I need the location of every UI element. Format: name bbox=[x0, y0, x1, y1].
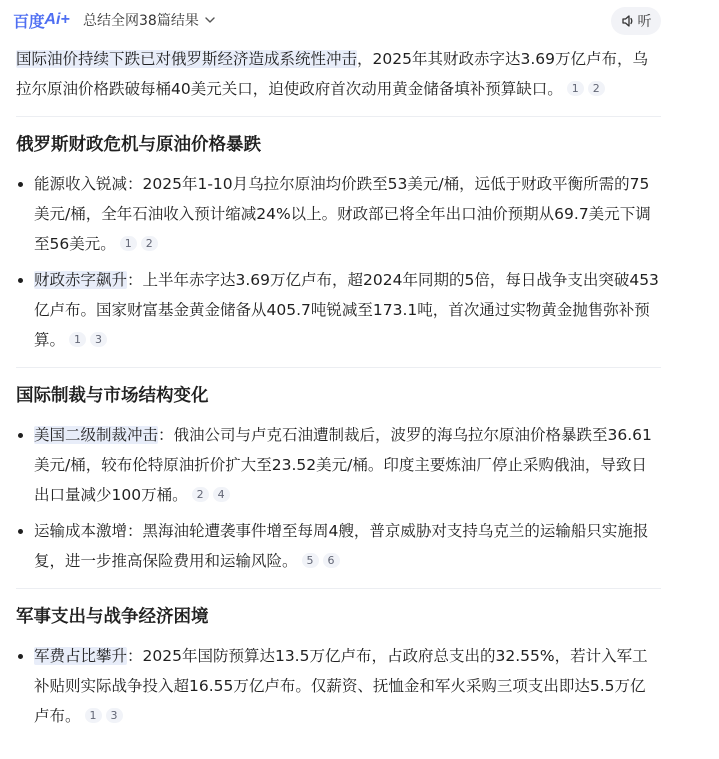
item-term[interactable]: 美国二级制裁冲击 bbox=[34, 426, 159, 444]
bullet-dot bbox=[18, 182, 23, 187]
answer-content bbox=[16, 44, 661, 731]
intro-paragraph bbox=[16, 44, 661, 104]
speaker-icon bbox=[621, 14, 635, 28]
citation-badge[interactable]: 2 bbox=[141, 236, 158, 251]
bullet-list bbox=[16, 641, 661, 731]
list-item bbox=[16, 169, 661, 259]
item-text: ：2025年国防预算达13.5万亿卢布，占政府总支出的32.55%，若计入军工补贴则实际战争投入超16.55万亿卢布。仅薪资、抚恤金和军火采购三项支出即达5.5万亿卢布。 bbox=[34, 647, 648, 725]
sources-summary-toggle[interactable] bbox=[83, 10, 216, 30]
bullet-dot bbox=[18, 433, 23, 438]
citation-badge[interactable]: 6 bbox=[323, 553, 340, 568]
list-item bbox=[16, 420, 661, 510]
bullet-dot bbox=[18, 529, 23, 534]
item-term: 能源收入锐减 bbox=[34, 175, 128, 193]
answer-header bbox=[0, 0, 719, 40]
intro-text: ，2025年其财政赤字达3.69万亿卢布，乌拉尔原油价格跌破每桶40美元关口，迫使政府首次动用黄金储备填补预算缺口。 bbox=[16, 50, 648, 98]
item-term: 运输成本激增 bbox=[34, 522, 128, 540]
section-title: 国际制裁与市场结构变化 bbox=[16, 386, 209, 406]
item-term[interactable]: 军费占比攀升 bbox=[34, 647, 128, 665]
citation-badge[interactable]: 1 bbox=[567, 81, 584, 96]
sources-summary-label: 总结全网38篇结果 bbox=[83, 13, 199, 29]
list-item bbox=[16, 265, 661, 355]
chevron-down-icon bbox=[204, 14, 216, 26]
citation-badge[interactable]: 3 bbox=[90, 332, 107, 347]
citation-badge[interactable]: 1 bbox=[120, 236, 137, 251]
item-text: ：2025年1-10月乌拉尔原油均价跌至53美元/桶，远低于财政平衡所需的75美元/桶，全年石油收入预计缩减24%以上。财政部已将全年出口油价预期从69.7美元下调至56美元。 bbox=[34, 175, 651, 253]
citation-badge[interactable]: 3 bbox=[106, 708, 123, 723]
citation-badge[interactable]: 2 bbox=[588, 81, 605, 96]
bullet-dot bbox=[18, 278, 23, 283]
section-divider bbox=[16, 588, 661, 589]
baidu-ai-logo bbox=[13, 9, 70, 31]
list-item bbox=[16, 516, 661, 576]
section-divider bbox=[16, 116, 661, 117]
citation-badge[interactable]: 5 bbox=[302, 553, 319, 568]
item-term[interactable]: 财政赤字飙升 bbox=[34, 271, 128, 289]
item-text: ：俄油公司与卢克石油遭制裁后，波罗的海乌拉尔原油价格暴跌至36.61美元/桶，较布伦特原油折价扩大至23.52美元/桶。印度主要炼油厂停止采购俄油，导致日出口量减少100万桶。 bbox=[34, 426, 652, 504]
listen-button[interactable] bbox=[611, 7, 661, 35]
logo-text: 百度 bbox=[13, 13, 45, 31]
citation-badge[interactable]: 2 bbox=[192, 487, 209, 502]
item-text: ：上半年赤字达3.69万亿卢布，超2024年同期的5倍，每日战争支出突破453亿卢布。国家财富基金黄金储备从405.7吨锐减至173.1吨，首次通过实物黄金抛售弥补预算。 bbox=[34, 271, 659, 349]
logo-ai-text: Ai+ bbox=[44, 11, 70, 28]
citation-badge[interactable]: 1 bbox=[69, 332, 86, 347]
list-item bbox=[16, 641, 661, 731]
citation-badge[interactable]: 4 bbox=[213, 487, 230, 502]
section-divider bbox=[16, 367, 661, 368]
section-title: 俄罗斯财政危机与原油价格暴跌 bbox=[16, 135, 261, 155]
bullet-list bbox=[16, 169, 661, 355]
bullet-list bbox=[16, 420, 661, 576]
bullet-dot bbox=[18, 654, 23, 659]
intro-highlight[interactable]: 国际油价持续下跌已对俄罗斯经济造成系统性冲击 bbox=[16, 50, 358, 68]
citation-badge[interactable]: 1 bbox=[85, 708, 102, 723]
item-text: ：黑海油轮遭袭事件增至每周4艘，普京威胁对支持乌克兰的运输船只实施报复，进一步推高保险费用和运输风险。 bbox=[34, 522, 649, 570]
listen-label: 听 bbox=[637, 14, 652, 30]
section-title: 军事支出与战争经济困境 bbox=[16, 607, 209, 627]
